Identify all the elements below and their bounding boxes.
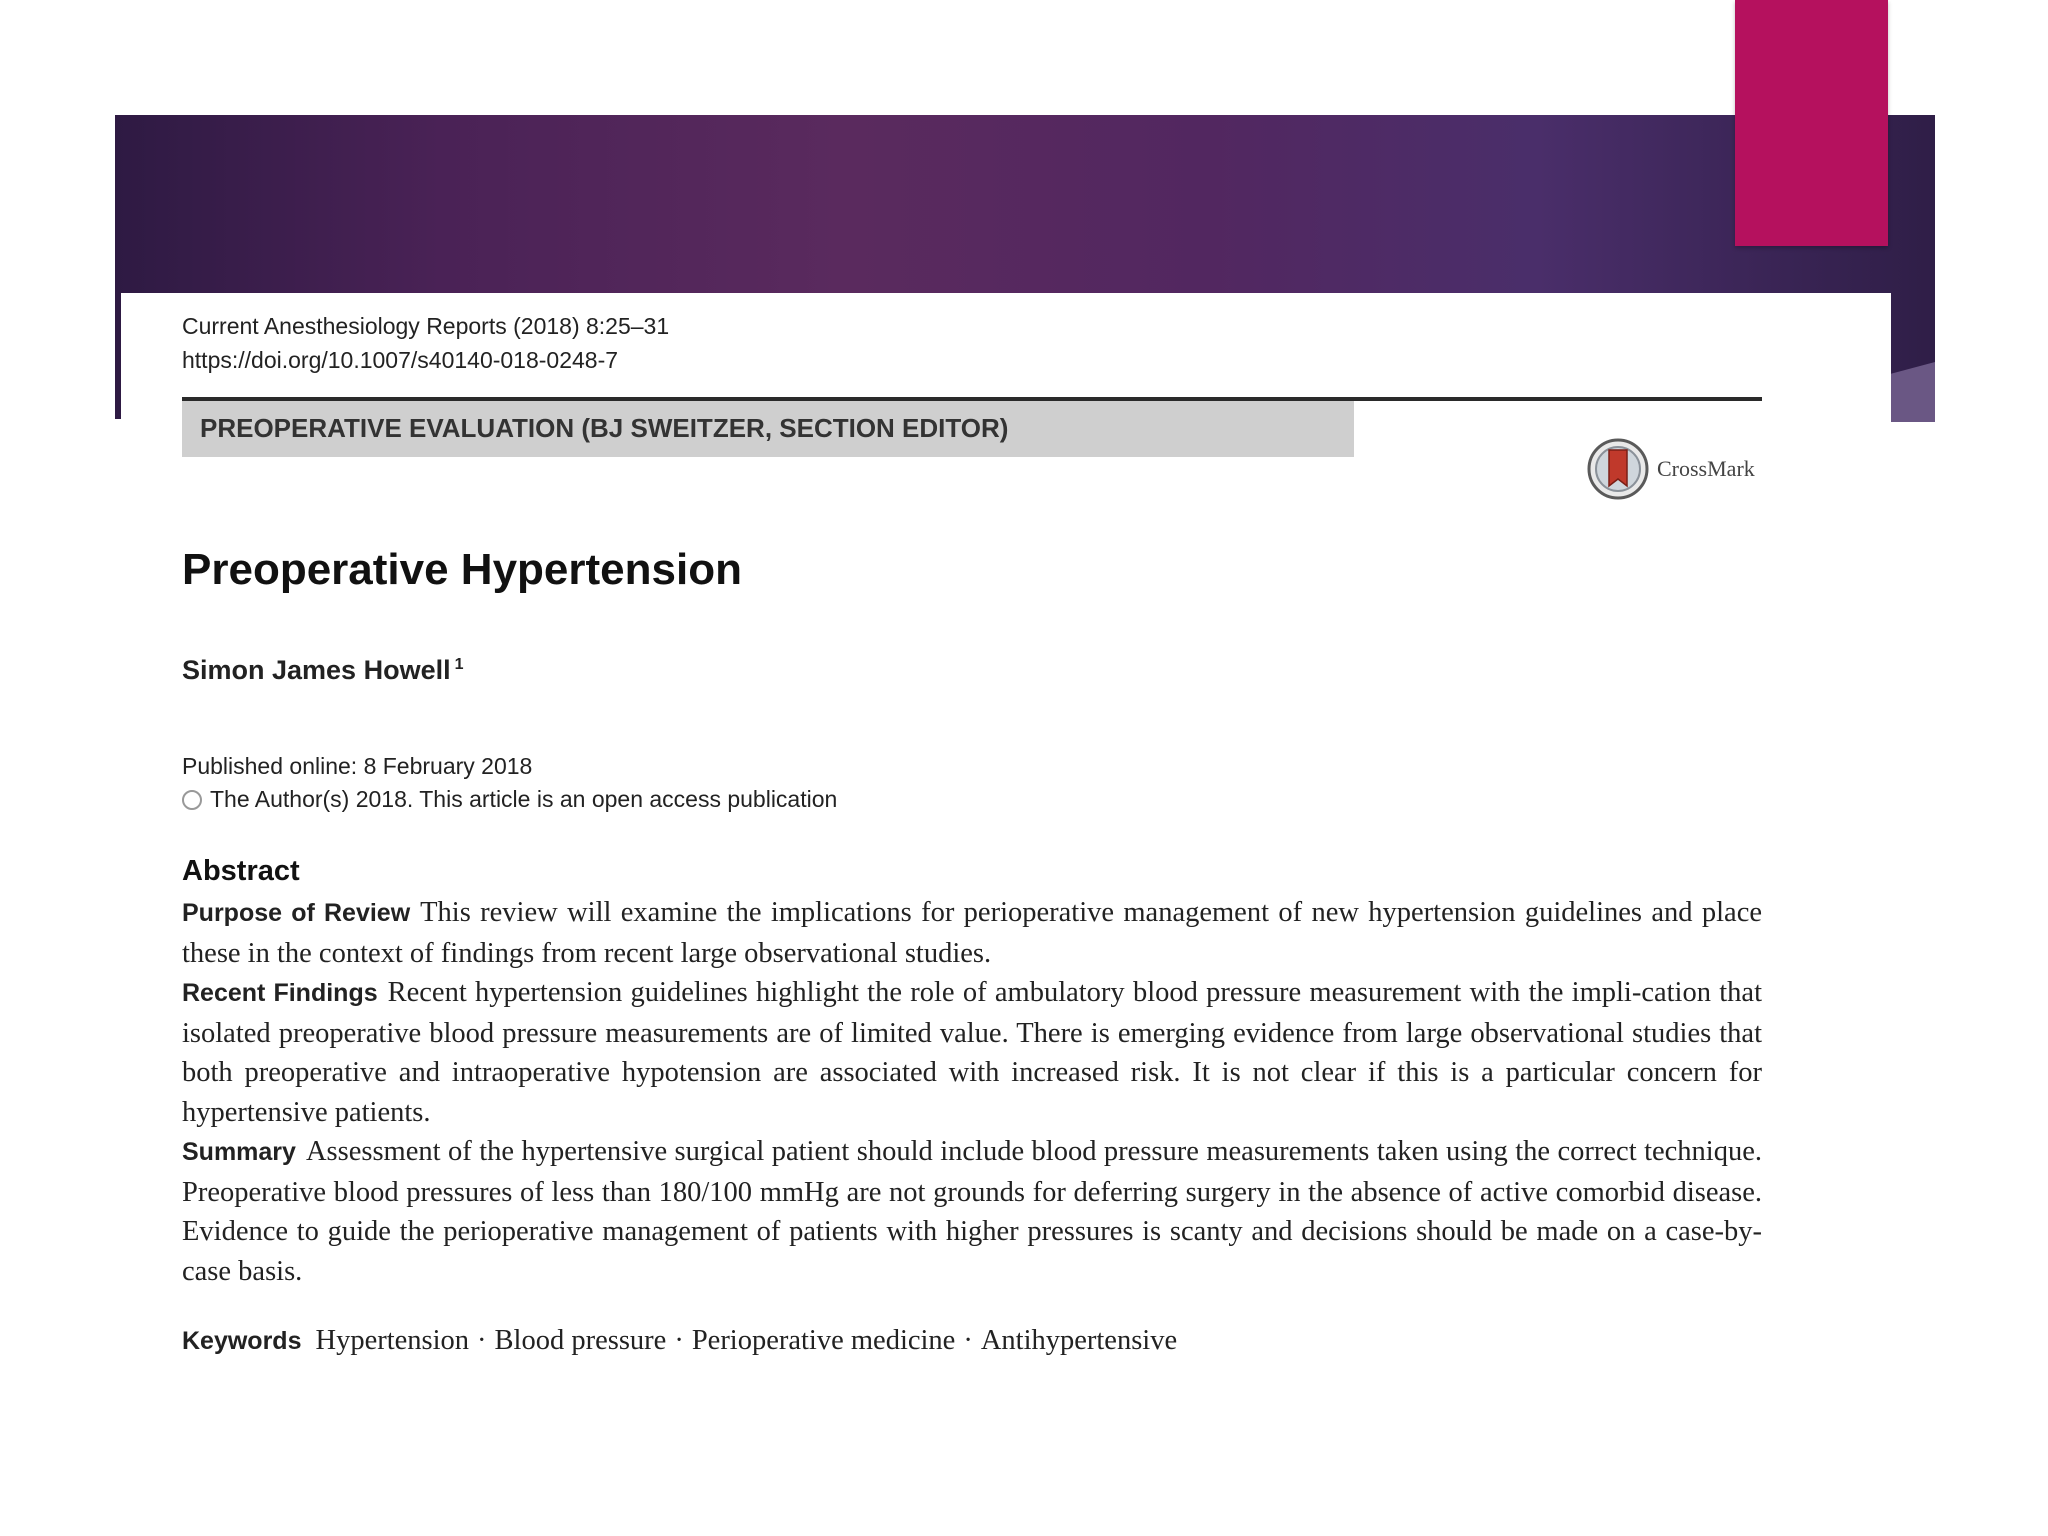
copyright-line: [182, 786, 837, 813]
published-date: Published online: 8 February 2018: [182, 753, 533, 779]
keyword-separator: ·: [963, 1325, 973, 1356]
author-name: Simon James Howell: [182, 655, 451, 685]
abstract-section-text: Recent hypertension guidelines highlight the role of ambulatory blood pressure measurement with the impli-cation that isolated preoperative blood pressure measurements are of limited value. There is emerging evidence from large observational studies that both preoperative and intraoperative hypotension are associated with increased risk. It is not clear if this is a particular concern for hypertensive patients.: [182, 977, 1762, 1128]
crossmark-icon: [1587, 438, 1649, 500]
abstract-findings: [182, 973, 1762, 1132]
abstract-summary: [182, 1132, 1762, 1291]
keyword: Blood pressure: [494, 1325, 667, 1356]
abstract-section-label: Purpose of Review: [182, 899, 411, 927]
article-title: Preoperative Hypertension: [182, 545, 742, 594]
keywords-label: Keywords: [182, 1327, 302, 1355]
abstract-section-text: Assessment of the hypertensive surgical patient should include blood pressure measurements taken using the correct technique. Preoperative blood pressures of less than 180/100 mmHg are not grounds for deferring surgery in the absence of active comorbid disease. Evidence to guide the perioperative management of patients with higher pressures is scanty and decisions should be made on a case-by-case basis.: [182, 1136, 1762, 1287]
copyright-text: The Author(s) 2018. This article is an open access publication: [210, 786, 838, 812]
crossmark-badge[interactable]: [1587, 438, 1755, 500]
abstract-body: [182, 893, 1762, 1291]
journal-citation: Current Anesthesiology Reports (2018) 8:25–31: [182, 313, 670, 339]
keywords-line: [182, 1325, 1762, 1357]
slide-accent-block: [1735, 0, 1888, 246]
doi-link[interactable]: https://doi.org/10.1007/s40140-018-0248-7: [182, 347, 619, 373]
section-label: PREOPERATIVE EVALUATION (BJ SWEITZER, SECTION EDITOR): [200, 413, 1009, 443]
author-line: [182, 655, 464, 686]
open-access-icon: [182, 790, 202, 810]
abstract-section-label: Summary: [182, 1138, 296, 1166]
crossmark-label: CrossMark: [1657, 456, 1755, 481]
keyword: Perioperative medicine: [691, 1325, 956, 1356]
abstract-purpose: [182, 893, 1762, 973]
paper-page: [121, 293, 1891, 1536]
author-affiliation-mark: 1: [454, 656, 464, 673]
keyword: Hypertension: [315, 1325, 470, 1356]
keyword: Antihypertensive: [980, 1325, 1178, 1356]
abstract-heading: Abstract: [182, 855, 300, 887]
abstract-section-text: This review will examine the implications for perioperative management of new hypertension guidelines and place these in the context of findings from recent large observational studies.: [182, 897, 1762, 969]
keyword-separator: ·: [674, 1325, 684, 1356]
section-banner: [182, 401, 1354, 457]
keyword-separator: ·: [477, 1325, 487, 1356]
abstract-section-label: Recent Findings: [182, 979, 378, 1007]
